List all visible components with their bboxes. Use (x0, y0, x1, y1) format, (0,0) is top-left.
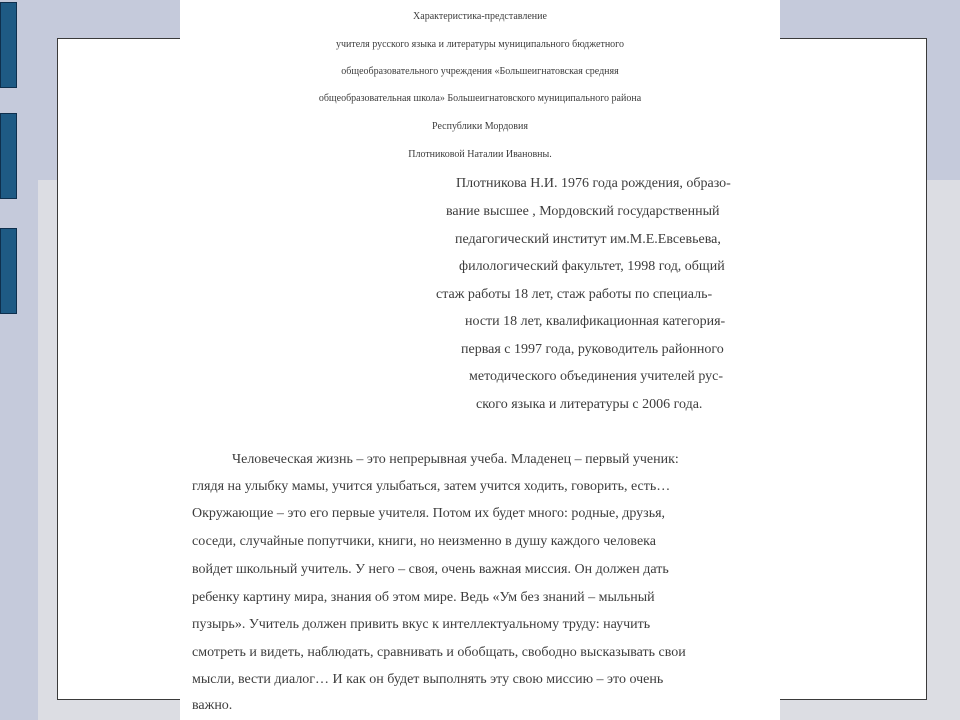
heading-line: учителя русского языка и литературы муниципального бюджетного (335, 39, 625, 50)
bio-line: методического объединения учителей рус- (469, 369, 724, 384)
heading-line: Республики Мордовия (432, 121, 528, 132)
bio-line: ности 18 лет, квалификационная категория- (465, 314, 726, 329)
body-line: Окружающие – это его первые учителя. Потом их будет много: родные, друзья, (192, 506, 666, 521)
document-sheet (180, 0, 780, 720)
body-line: смотреть и видеть, наблюдать, сравнивать и обобщать, свободно высказывать свои (192, 645, 686, 660)
bio-line: Плотникова Н.И. 1976 года рождения, образо- (456, 176, 731, 191)
side-tab-2 (0, 113, 17, 199)
bio-line: вание высшее , Мордовский государственный (446, 204, 720, 219)
heading-line: общеобразовательная школа» Большеигнатовского муниципального района (318, 93, 642, 104)
body-line: соседи, случайные попутчики, книги, но неизменно в душу каждого человека (192, 534, 656, 549)
bio-line: ского языка и литературы с 2006 года. (476, 397, 703, 412)
body-line: мысли, вести диалог… И как он будет выполнять эту свою миссию – это очень (192, 672, 664, 687)
heading-line: Плотниковой Наталии Ивановны. (408, 149, 552, 160)
body-line: важно. (192, 698, 233, 713)
bio-line: филологический факультет, 1998 год, общий (459, 259, 725, 274)
body-line: пузырь». Учитель должен привить вкус к интеллектуальному труду: научить (192, 617, 651, 632)
body-line: войдет школьный учитель. У него – своя, очень важная миссия. Он должен дать (192, 562, 669, 577)
body-line: Человеческая жизнь – это непрерывная учеба. Младенец – первый ученик: (232, 452, 679, 467)
heading-line: Характеристика-представление (413, 11, 547, 22)
heading-line: общеобразовательного учреждения «Большеигнатовская средняя (341, 66, 619, 77)
bio-line: первая с 1997 года, руководитель районного (461, 342, 724, 357)
bio-line: стаж работы 18 лет, стаж работы по специаль- (436, 287, 713, 302)
side-tab-3 (0, 228, 17, 314)
bio-line: педагогический институт им.М.Е.Евсевьева, (455, 232, 721, 247)
side-tab-1 (0, 2, 17, 88)
body-line: ребенку картину мира, знания об этом мире. Ведь «Ум без знаний – мыльный (192, 590, 655, 605)
body-line: глядя на улыбку мамы, учится улыбаться, затем учится ходить, говорить, есть… (192, 479, 671, 494)
